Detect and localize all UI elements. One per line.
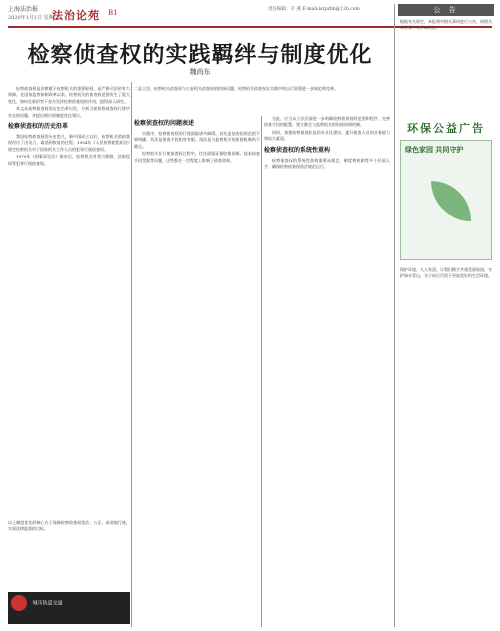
column-divider — [131, 82, 132, 627]
column-divider — [261, 116, 262, 627]
paragraph: 1979年《刑事诉讼法》颁布后，检察机关对贪污贿赂、渎职侵权等犯罪行使侦查权。 — [8, 154, 130, 166]
page-number: B1 — [108, 9, 118, 17]
env-ad-title: 环保公益广告 — [407, 122, 485, 135]
paragraph: 检察侦查权是法律赋予检察机关的重要职权，是严格司法的有力保障。在国家监察体制改革以来，检察机关的侦查权范围发生了重大变化，如何在新形势下充分发挥检察侦查权的作用，值得深入研究。 — [8, 86, 130, 104]
paragraph: 同时，加强检察侦查队伍的专业化建设，提升侦查人员的业务能力和综合素质。 — [264, 129, 390, 142]
lower-left-text: 以上制度优化的核心在于保障检察侦查权依法、公正、高效地行使，实现法律监督的目标。 — [8, 520, 130, 532]
env-ad-card — [400, 140, 492, 260]
publication-name: 上海法治报 — [8, 6, 39, 13]
leaf-icon — [431, 181, 471, 221]
article-author: 魏尚东 — [189, 68, 211, 76]
metro-logo-icon — [11, 595, 27, 611]
paragraph: 我国检察侦查权的历史悠久，新中国成立以后，检察机关的侦查权经历了由设立、取消到恢复的过程。1954年《人民检察院组织法》规定检察机关对于国家机关工作人员的犯罪行使侦查权。 — [8, 134, 130, 152]
ad-text: 城市轨道交通 — [32, 600, 63, 607]
paragraph: 实践中，检察侦查权的行使面临诸多障碍。首先是侦查权的范围不够明确，其次是侦查手段相对有限，再次是与监察机关的衔接机制尚不健全。 — [134, 131, 260, 149]
section-title: 法治论苑 — [52, 9, 100, 22]
article-column-1 — [8, 86, 130, 506]
section-heading-system: 检察侦查权的系统性重构 — [264, 146, 331, 154]
paragraph: 检察机关在行使侦查权过程中，往往面临证据收集困难、技术侦查手段受限等问题，这些都在一定程度上影响了侦查效果。 — [134, 151, 260, 163]
notice-heading: 公 告 — [398, 4, 494, 16]
article-title: 检察侦查权的实践羁绊与制度优化 — [27, 42, 373, 68]
sidebar-lower-text: 保护环境，人人有责。让我们携手共建美丽家园，守护绿水青山，为子孙后代留下更加美好的生活环境。 — [400, 267, 492, 278]
article-column-3 — [264, 116, 390, 626]
paragraph: 本文从检察侦查权的历史沿革出发，分析当前检察侦查权行使中存在的问题，并提出相应的制度优化建议。 — [8, 106, 130, 118]
editor-info: 责任编辑：辛 燕 E-mail:lszpzhh@126.com — [268, 7, 360, 12]
paragraph: 为此，应当从立法层面进一步明确检察侦查权的范围和程序，完善侦查手段的配置，建立健全与监察机关的衔接协调机制。 — [264, 116, 390, 128]
advertisement — [8, 592, 130, 624]
article-top-wide: 二是立法、检察机关侦查权与公安机关侦查权的衔接问题，检察机关侦查权在实践中的运行需要进一步规范和完善。 — [134, 86, 338, 91]
section-heading-history: 检察侦查权的历史沿革 — [8, 123, 69, 131]
sidebar — [398, 4, 494, 627]
section-heading-problems: 检察侦查权的问题表述 — [134, 120, 195, 127]
notice-body: 根据有关规定，本报将对相关事项进行公告，请相关单位及个人予以关注。 — [400, 19, 492, 30]
env-ad-slogan: 绿色家园 共同守护 — [405, 145, 464, 154]
sidebar-divider — [394, 4, 395, 627]
article-column-2 — [134, 116, 260, 626]
paragraph: 检察侦查权的系统性重构需要从理念、制度和机制等多个层面入手，确保检察侦查权依法规范运行。 — [264, 157, 390, 170]
publication-date: 2020年1月1日 星期一 — [8, 15, 59, 21]
